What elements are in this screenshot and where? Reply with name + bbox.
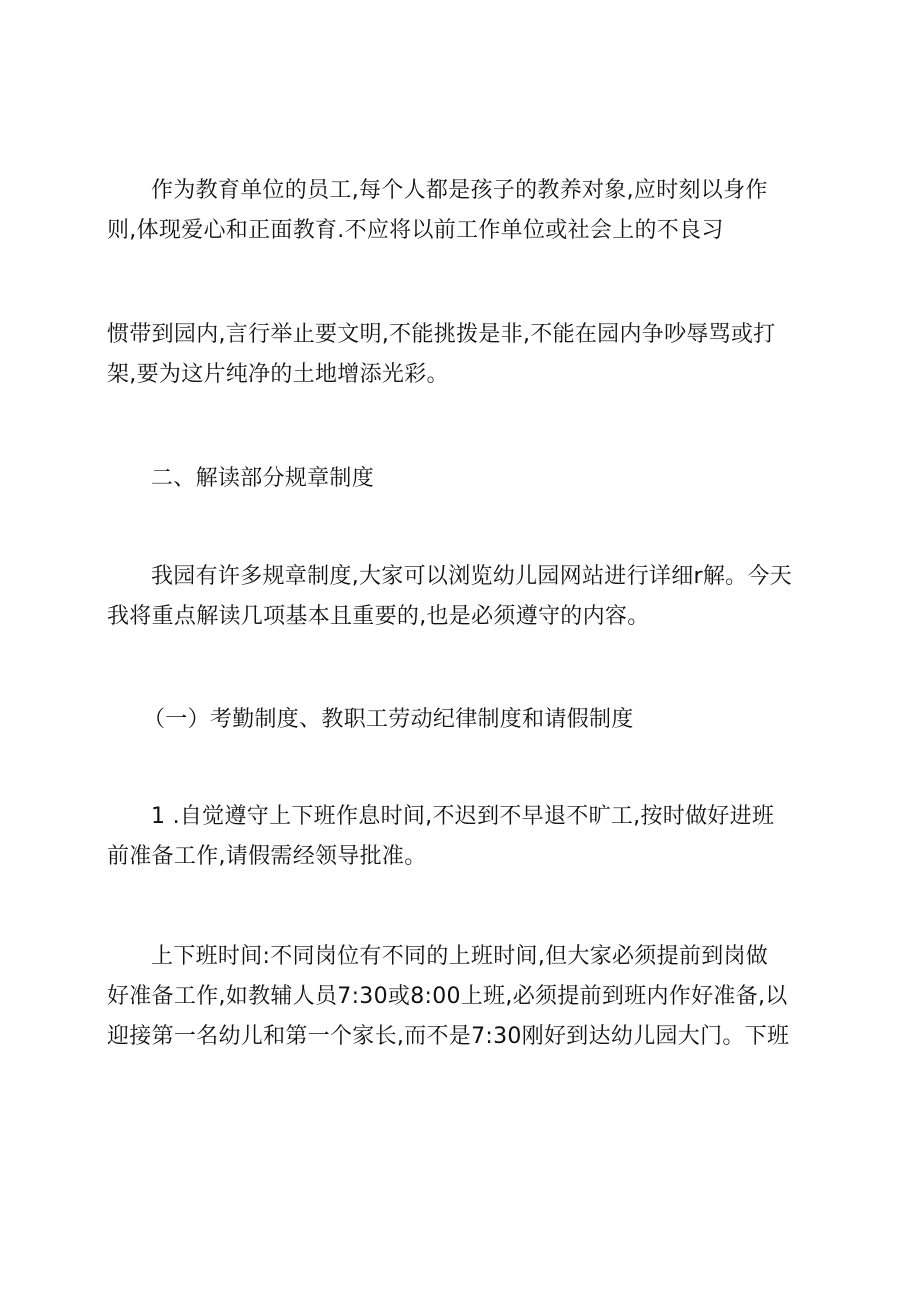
paragraph-line: 作为教育单位的员工,每个人都是孩子的教养对象,应时刻以身作 bbox=[151, 178, 768, 203]
paragraph-line: 上下班时间:不同岗位有不同的上班时间,但大家必须提前到岗做 bbox=[151, 944, 769, 969]
subsection-heading: （一）考勤制度、教职工劳动纪律制度和请假制度 bbox=[143, 707, 634, 732]
paragraph-rules-intro bbox=[107, 557, 807, 637]
paragraph-line: 迎接第一名幼儿和第一个家长,而不是7:30刚好到达幼儿园大门。下班 bbox=[107, 1024, 790, 1049]
section-heading-rules bbox=[107, 459, 807, 499]
paragraph-line: 架,要为这片纯净的土地增添光彩。 bbox=[107, 362, 449, 387]
paragraph-role-model bbox=[107, 171, 807, 251]
section-heading: 二、解读部分规章制度 bbox=[151, 466, 375, 491]
paragraph-line: 则,体现爱心和正面教育.不应将以前工作单位或社会上的不良习 bbox=[107, 218, 724, 243]
paragraph-line: 惯带到园内,言行举止要文明,不能挑拨是非,不能在园内争吵辱骂或打 bbox=[107, 322, 776, 347]
paragraph-behavior bbox=[107, 315, 807, 395]
paragraph-work-hours bbox=[107, 937, 807, 1057]
paragraph-line: 我园有许多规章制度,大家可以浏览幼儿园网站进行详细r解。今天 bbox=[151, 564, 793, 589]
paragraph-line: 1 .自觉遵守上下班作息时间,不迟到不早退不旷工,按时做好进班 bbox=[151, 804, 775, 829]
paragraph-item-1 bbox=[107, 797, 807, 877]
paragraph-line: 前准备工作,请假需经领导批准。 bbox=[107, 844, 427, 869]
subsection-heading-attendance bbox=[107, 700, 807, 740]
paragraph-line: 我将重点解读几项基本且重要的,也是必须遵守的内容。 bbox=[107, 604, 650, 629]
paragraph-line: 好准备工作,如教辅人员7:30或8:00上班,必须提前到班内作好准备,以 bbox=[107, 984, 788, 1009]
